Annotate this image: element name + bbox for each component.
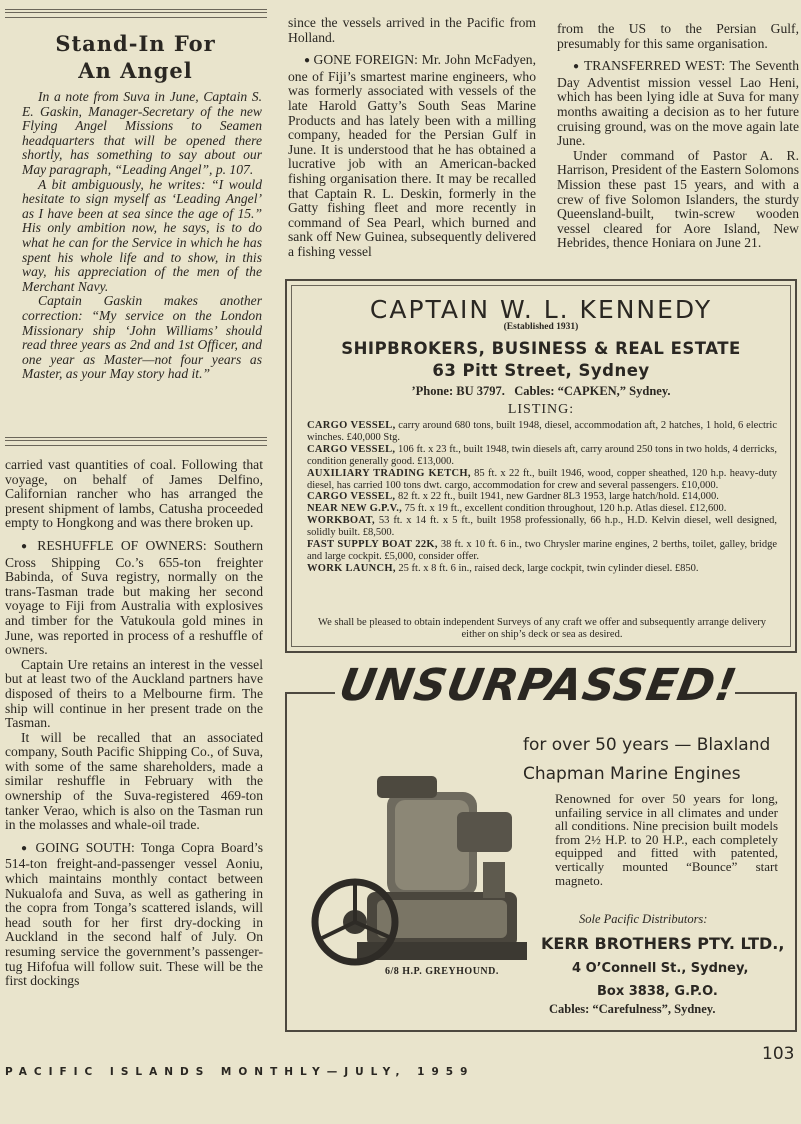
ad-kennedy (285, 279, 797, 653)
ad-kennedy-footer: We shall be pleased to obtain independent Surveys of any craft we offer and subsequently arrange delivery either on ship’s deck or sea as desired. (318, 617, 766, 640)
paragraph-going-south: ● GOING SOUTH: Tonga Copra Board’s 514-ton freight-and-passenger vessel Aoniu, which maintains monthly contact between Nukualofa and Suva, as well as gathering in the copra from Tonga’s scattered islands, will head south for her first dry-docking in Auckland in the second half of July. On resuming service the government’s passenger-tug Hifofua will follow suit. These will be the first dockings (5, 841, 263, 989)
paragraph: Captain Gaskin makes another correction: “My service on the London Missionary ship ‘John Williams’ should read three years as 2nd and 1st Officer, and one year as Master—not four years as Master, as your May story had it.” (22, 293, 262, 382)
paragraph: It will be recalled that an associated company, South Pacific Shipping Co., of Suva, with some of the same shareholders, made a similar reshuffle in February with the ownership of the Suva-registered 469-ton tanker Verao, which is also on the Tasman run in the molasses and whale-oil trade. (5, 729, 263, 833)
section-divider (5, 437, 267, 441)
ad-kennedy-phone: ’Phone: BU 3797. (411, 384, 505, 398)
page-footer-magazine: PACIFIC ISLANDS MONTHLY—JULY, 1959 (5, 1066, 475, 1078)
paragraph-transferred-west: ● TRANSFERRED WEST: The Seventh Day Adventist mission vessel Lao Heni, which has been lying idle at Suva for many months awaiting a decision as to her future cruising ground, was on the move again late June. (557, 59, 799, 149)
listing-item (307, 539, 777, 563)
listing-item (307, 444, 777, 468)
column-3 (557, 22, 799, 251)
listing-item (307, 491, 777, 503)
paragraph: In a note from Suva in June, Captain S. E. Gaskin, Manager-Secretary of the new Flying Angel Missions to Seamen headquarters that will be opened there shortly, has something to say about our May paragraph, “Leading Angel”, p. 107. (22, 89, 262, 177)
listing-text: 106 ft. x 23 ft., built 1948, twin diesels aft, carry around 250 tons in two holds, 4 derricks, condition generally good. £13,000. (307, 443, 777, 467)
listing-head: CARGO VESSEL, (307, 420, 396, 431)
listing-text: 85 ft. x 22 ft., built 1946, wood, copper sheathed, 120 h.p. heavy-duty diesel, has carried 100 tons dwt. cargo, accommodation for crew and several passengers. £10,000. (307, 467, 777, 491)
ad-blaxland-cables: Cables: “Carefulness”, Sydney. (549, 1002, 716, 1016)
ad-blaxland-tagline-2: Chapman Marine Engines (523, 764, 741, 784)
ad-blaxland-caption: 6/8 H.P. GREYHOUND. (385, 966, 499, 977)
paragraph: A bit ambiguously, he writes: “I would hesitate to sign myself as ‘Leading Angel’ as I have been at sea since the age of 15.” His only ambition now, he says, is to do what he can for the Service in which he has spent his whole life and to show, in this way, his appreciation of the men of the Merchant Navy. (22, 176, 262, 294)
ad-kennedy-listing-head: LISTING: (507, 402, 575, 417)
ad-blaxland-headline: UNSURPASSED! (335, 660, 742, 711)
listing-item (307, 563, 777, 575)
section-divider-thin (5, 445, 267, 446)
top-rule-thin (5, 17, 267, 18)
ad-kennedy-listings (307, 420, 777, 575)
article-title-line1: Stand-In For (55, 31, 216, 56)
column-2 (288, 16, 536, 260)
listing-text: 38 ft. x 10 ft. 6 in., two Chrysler marine engines, 2 berths, toilet, galley, bridge and large cockpit. £5,000, consider offer. (307, 539, 778, 562)
listing-text: 53 ft. x 14 ft. x 5 ft., built 1958 professionally, 66 h.p., H.D. Kelvin diesel, well designed, solidly built. £8,500. (307, 515, 777, 539)
ad-kennedy-address: 63 Pitt Street, Sydney (432, 361, 650, 380)
article-stand-in-body (22, 90, 262, 382)
listing-item (307, 503, 777, 515)
top-rule (5, 9, 267, 13)
listing-text: 25 ft. x 8 ft. 6 in., raised deck, large cockpit, twin cylinder diesel. £850. (395, 562, 699, 574)
page-number: 103 (762, 1044, 795, 1064)
ad-blaxland-tagline-1: for over 50 years — Blaxland (523, 735, 771, 755)
ad-blaxland (285, 692, 797, 1032)
listing-head: FAST SUPPLY BOAT 22K, (307, 539, 438, 551)
paragraph: Captain Ure retains an interest in the vessel but at least two of the Auckland partners have disposed of theirs to a Melbourne firm. The ship will continue in her present trade on the Tasman. (5, 656, 263, 731)
ad-blaxland-distributors: Sole Pacific Distributors: (579, 912, 708, 926)
ad-kennedy-name: CAPTAIN W. L. KENNEDY (369, 295, 713, 324)
paragraph-gone-foreign: ● GONE FOREIGN: Mr. John McFadyen, one of Fiji’s smartest marine engineers, who was formerly associated with vessels of the late Harold Gatty’s South Seas Marine Products and has lately been with a milling company, headed for the Persian Gulf in June. It is understood that he has obtained a lucrative job with an American-backed fishing organisation there. It may be recalled that Captain R. L. Deskin, formerly in the Gatty fishing fleet and more recently in command of Sea Pearl, which burned and sank off New Guinea, subsequently delivered a fishing vessel (288, 53, 536, 259)
ad-kennedy-established: (Established 1931) (503, 322, 579, 332)
article-stand-in (8, 30, 263, 84)
ad-blaxland-body: Renowned for over 50 years for long, unfailing service in all climates and under all conditions. Nine precision built models from 2½ H.P. to 20 H.P., each completely equipped and fitted with patented, vertically mounted “Bounce” start magneto. (555, 791, 778, 888)
listing-item (307, 515, 777, 539)
paragraph: Under command of Pastor A. R. Harrison, President of the Eastern Solomons Mission these past 15 years, and with a crew of five Solomon Islanders, the sturdy Queensland-built, twin-screw wooden vessel cleared for Aore Island, New Hebrides, thence Honiara on June 21. (557, 147, 799, 251)
ad-kennedy-business: SHIPBROKERS, BUSINESS & REAL ESTATE (341, 339, 741, 358)
listing-item (307, 420, 777, 444)
listing-text: 82 ft. x 22 ft., built 1941, new Gardner 8L3 1953, large hatch/hold. £14,000. (395, 491, 719, 503)
listing-text: 75 ft. x 19 ft., excellent condition throughout, 120 h.p. Atlas diesel. £12,600. (402, 503, 727, 515)
paragraph: from the US to the Persian Gulf, presumably for this same organisation. (557, 21, 799, 51)
listing-text: carry around 680 tons, built 1948, diesel, accommodation aft, 2 hatches, 1 hold, 6 electric winches. £40,000 Stg. (307, 420, 777, 443)
listing-head: WORK LAUNCH, (307, 562, 396, 574)
ad-kennedy-cables: Cables: “CAPKEN,” Sydney. (514, 384, 671, 398)
ad-blaxland-box: Box 3838, G.P.O. (597, 984, 718, 999)
paragraph: carried vast quantities of coal. Following that voyage, on behalf of James Delfino, Californian rancher who has arranged the present shipment of lambs, Catusha proceeded empty to Hongkong and was there broken up. (5, 457, 263, 531)
ad-blaxland-address: 4 O’Connell St., Sydney, (572, 961, 749, 976)
listing-head: AUXILIARY TRADING KETCH, (307, 467, 471, 479)
paragraph: since the vessels arrived in the Pacific from Holland. (288, 15, 536, 45)
listing-head: WORKBOAT, (307, 515, 375, 527)
ad-kennedy-contact (287, 384, 795, 399)
ad-blaxland-company: KERR BROTHERS PTY. LTD., (541, 934, 785, 953)
article-title-line2: An Angel (78, 58, 193, 83)
listing-head: CARGO VESSEL, (307, 491, 396, 503)
column-1 (5, 458, 263, 989)
listing-item (307, 468, 777, 492)
listing-head: CARGO VESSEL, (307, 443, 396, 455)
paragraph-reshuffle: ● RESHUFFLE OF OWNERS: Southern Cross Shipping Co.’s 655-ton freighter Babinda, of Suva registry, normally on the trans-Tasman trade but making her second voyage to Fiji from Australia with explosives and timber for the Vatukoula gold mines in June, was reported in process of a reshuffle of owners. (5, 539, 263, 658)
listing-head: NEAR NEW G.P.V., (307, 503, 403, 515)
